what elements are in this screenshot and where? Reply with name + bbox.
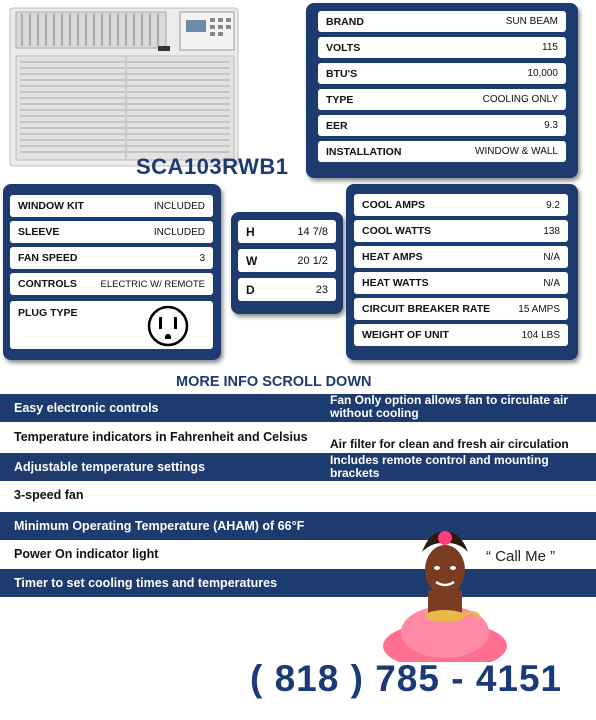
spec-row-heat-amps: HEAT AMPS N/A (354, 246, 568, 268)
dimension-depth: D 23 (238, 278, 336, 301)
dimension-height: H 14 7/8 (238, 220, 336, 243)
spec-row-controls: CONTROLS ELECTRIC W/ REMOTE (10, 273, 213, 295)
outlet-plug-icon (147, 305, 189, 350)
call-me-text: “ Call Me ” (486, 548, 556, 565)
dimension-width: W 20 1/2 (238, 249, 336, 272)
spec-row-fan-speed: FAN SPEED 3 (10, 247, 213, 269)
phone-number[interactable]: ( 818 ) 785 - 4151 (250, 658, 563, 699)
feature-row: 3-speed fan (14, 488, 84, 502)
feature-row: Power On indicator light (14, 547, 159, 561)
spec-row-btus: BTU'S 10,000 (318, 63, 566, 84)
spec-row-type: TYPE COOLING ONLY (318, 89, 566, 110)
scroll-down-note: MORE INFO SCROLL DOWN (176, 374, 372, 390)
feature-row: Temperature indicators in Fahrenheit and Celsius (14, 430, 308, 444)
spec-panel-accessories (3, 184, 221, 360)
spec-panel-electrical (346, 184, 578, 360)
spec-panel-main (306, 3, 578, 178)
feature-row: Easy electronic controls (0, 394, 596, 422)
feature-row: Timer to set cooling times and temperatures (0, 569, 596, 597)
spec-row-cool-amps: COOL AMPS 9.2 (354, 194, 568, 216)
spec-row-installation: INSTALLATION WINDOW & WALL (318, 141, 566, 162)
feature-right: Includes remote control and mounting brackets (330, 453, 549, 480)
spec-row-brand: BRAND SUN BEAM (318, 11, 566, 32)
air-conditioner-image (8, 6, 240, 168)
dimensions-panel (231, 212, 343, 314)
feature-right: Air filter for clean and fresh air circulation (330, 437, 569, 451)
spec-row-volts: VOLTS 115 (318, 37, 566, 58)
spec-row-eer: EER 9.3 (318, 115, 566, 136)
feature-row: Minimum Operating Temperature (AHAM) of 66°F (0, 512, 596, 540)
feature-row: Adjustable temperature settings (0, 453, 596, 481)
model-number: SCA103RWB1 (136, 154, 289, 179)
spec-row-sleeve: SLEEVE INCLUDED (10, 221, 213, 243)
spec-row-weight: WEIGHT OF UNIT 104 LBS (354, 324, 568, 346)
spec-row-cool-watts: COOL WATTS 138 (354, 220, 568, 242)
spec-row-window-kit: WINDOW KIT INCLUDED (10, 195, 213, 217)
spec-row-circuit-breaker: CIRCUIT BREAKER RATE 15 AMPS (354, 298, 568, 320)
spec-row-heat-watts: HEAT WATTS N/A (354, 272, 568, 294)
feature-right: Fan Only option allows fan to circulate air without cooling (330, 393, 569, 420)
spec-row-plug-type: PLUG TYPE (10, 301, 213, 349)
